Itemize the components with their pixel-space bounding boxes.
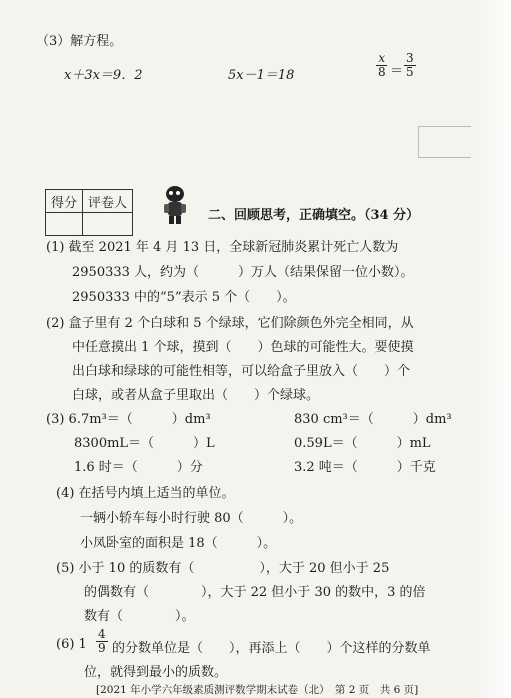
grader-cell[interactable] xyxy=(83,213,133,236)
q6-line1-rest: 的分数单位是（ ），再添上（ ）个这样的分数单 xyxy=(112,641,431,656)
photo-glare xyxy=(471,0,511,698)
fraction-denominator: 8 xyxy=(378,65,386,79)
q2-line3: 出白球和绿球的可能性相等，可以给盒子里放入（ ）个 xyxy=(72,364,411,379)
section3-title: （3）解方程。 xyxy=(36,34,123,49)
equation-3-rhs-fraction xyxy=(404,52,416,79)
equation-3-equals: ＝ xyxy=(390,64,404,79)
q6-prefix: (6) 1 xyxy=(56,637,87,652)
score-table xyxy=(45,189,133,236)
q5-line2: 的偶数有（ ），大于 22 但小于 30 的数中，3 的倍 xyxy=(84,585,426,600)
fraction-numerator: 3 xyxy=(406,51,414,65)
score-header: 得分 xyxy=(46,190,83,213)
fraction-denominator: 5 xyxy=(406,65,414,79)
q5-line3: 数有（ ）。 xyxy=(84,609,195,624)
page-footer: [2021 年小学六年级素质测评数学期末试卷（北） 第 2 页 共 6 页] xyxy=(96,684,419,696)
q6-fraction xyxy=(96,628,108,655)
equation-1: x＋3x＝9．2 xyxy=(64,68,143,83)
equation-3-lhs-fraction xyxy=(376,52,388,79)
fraction-denominator: 9 xyxy=(98,641,106,655)
q3-row3-left: 1.6 时＝（ ）分 xyxy=(74,460,203,475)
q1-line1: (1) 截至 2021 年 4 月 13 日，全球新冠肺炎累计死亡人数为 xyxy=(46,240,399,255)
q3-row2-left: 8300mL＝（ ）L xyxy=(74,436,215,451)
grader-header: 评卷人 xyxy=(83,190,133,213)
q4-line1: (4) 在括号内填上适当的单位。 xyxy=(56,486,235,501)
q1-line2: 2950333 人，约为（ ）万人（结果保留一位小数）。 xyxy=(72,265,414,280)
fraction-numerator: x xyxy=(378,51,386,65)
q1-line3: 2950333 中的“5”表示 5 个（ ）。 xyxy=(72,290,296,305)
q4-line3: 小凤卧室的面积是 18（ ）。 xyxy=(80,536,277,551)
q2-line4: 白球，或者从盒子里取出（ ）个绿球。 xyxy=(72,388,320,403)
q6-line2: 位，就得到最小的质数。 xyxy=(84,665,228,680)
section2-title: 二、回顾思考，正确填空。（34 分） xyxy=(208,208,420,223)
mascot-icon xyxy=(160,184,190,226)
q3-row1-left: (3) 6.7m³＝（ ）dm³ xyxy=(46,412,211,427)
q4-line2: 一辆小轿车每小时行驶 80（ ）。 xyxy=(80,511,303,526)
faint-box-outline xyxy=(418,126,471,158)
q3-row1-right: 830 cm³＝（ ）dm³ xyxy=(294,412,452,427)
q2-line2: 中任意摸出 1 个球，摸到（ ）色球的可能性大。要使摸 xyxy=(72,340,414,355)
q3-row3-right: 3.2 吨＝（ ）千克 xyxy=(294,460,436,475)
q3-row2-right: 0.59L＝（ ）mL xyxy=(294,436,431,451)
q2-line1: (2) 盒子里有 2 个白球和 5 个绿球，它们除颜色外完全相同，从 xyxy=(46,316,414,331)
score-cell[interactable] xyxy=(46,213,83,236)
q5-line1: (5) 小于 10 的质数有（ ），大于 20 但小于 25 xyxy=(56,561,390,576)
fraction-numerator: 4 xyxy=(98,627,106,641)
equation-2: 5x－1＝18 xyxy=(228,68,295,83)
